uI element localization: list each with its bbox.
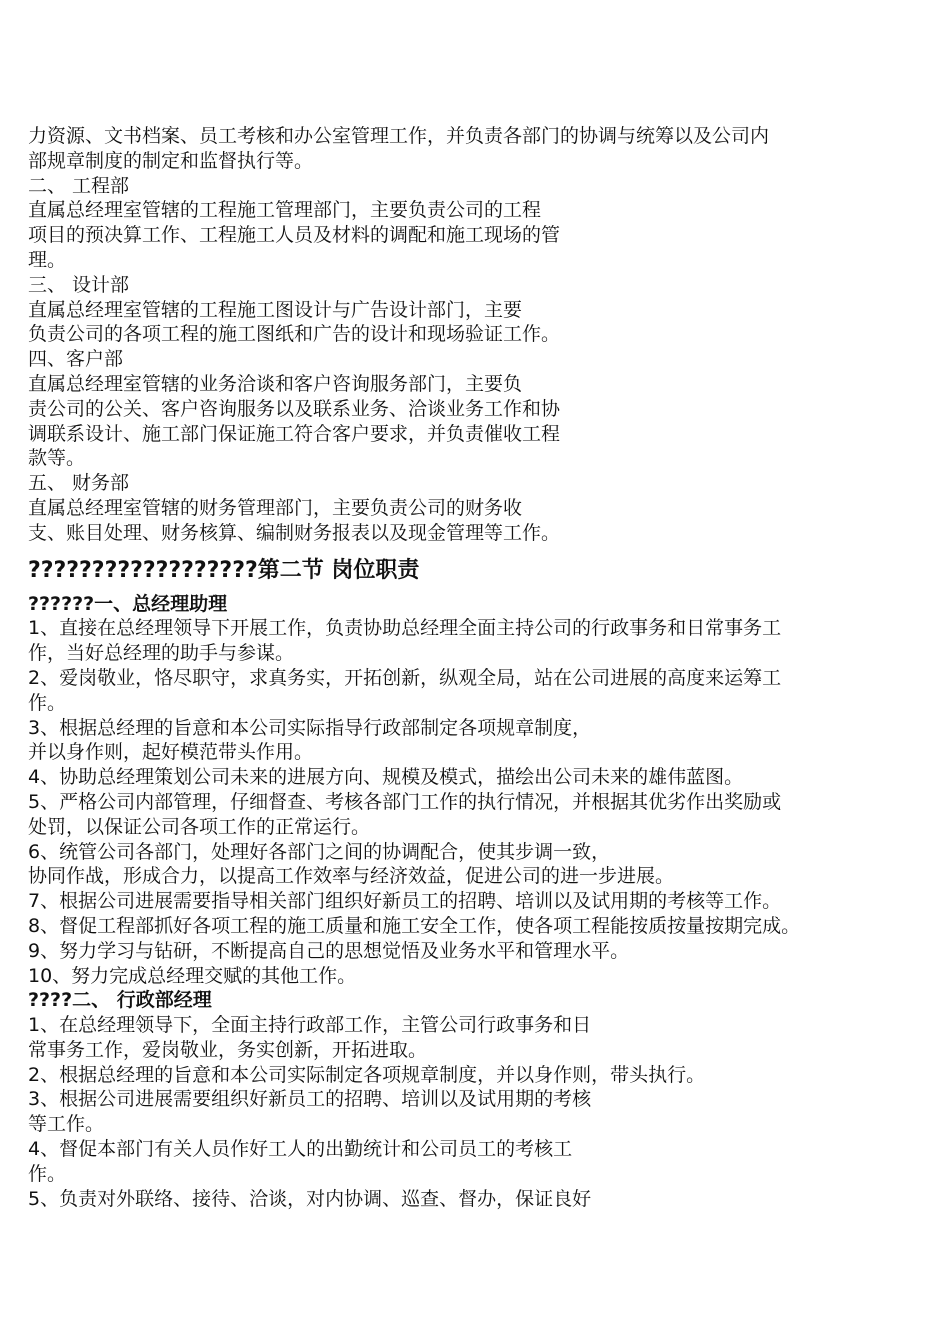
text-line: 力资源、文书档案、员工考核和办公室管理工作，并负责各部门的协调与统筹以及公司内 (28, 125, 770, 147)
admin-manager-duties-block (28, 1013, 933, 1211)
text-line: 部规章制度的制定和监督执行等。 (28, 149, 314, 172)
text-line: 二、 工程部 (28, 174, 130, 197)
duty-line: 常事务工作，爱岗敬业，务实创新，开拓进取。 (28, 1038, 428, 1061)
duty-line: 2、爱岗敬业，恪尽职守，求真务实，开拓创新，纵观全局，站在公司进展的高度来运筹工 (28, 666, 782, 689)
duty-line: 8、督促工程部抓好各项工程的施工质量和施工安全工作，使各项工程能按质按量按期完成。 (28, 914, 801, 937)
duty-line: 6、统管公司各部门，处理好各部门之间的协调配合，使其步调一致， (28, 840, 611, 863)
duty-line: 协同作战，形成合力，以提高工作效率与经济效益，促进公司的进一步进展。 (28, 865, 675, 888)
text-line: 直属总经理室管辖的业务洽谈和客户咨询服务部门，主要负 (28, 372, 523, 395)
text-line: 调联系设计、施工部门保证施工符合客户要求，并负责催收工程 (28, 422, 561, 445)
text-line: 理。 (28, 248, 67, 271)
duty-line: 并以身作则，起好模范带头作用。 (28, 741, 314, 764)
duty-line: 9、努力学习与钻研，不断提高自己的思想觉悟及业务水平和管理水平。 (28, 939, 630, 962)
sub-heading-assistant-gm: ??????一、总经理助理 (28, 592, 228, 615)
text-line: 款等。 (28, 447, 86, 470)
section-heading: ??????????????????第二节 岗位职责 (28, 557, 420, 583)
text-line: 四、客户部 (28, 348, 124, 371)
text-line: 项目的预决算工作、工程施工人员及材料的调配和施工现场的管 (28, 224, 561, 247)
duty-line: 7、根据公司进展需要指导相关部门组织好新员工的招聘、培训以及试用期的考核等工作。 (28, 890, 782, 913)
duty-line: 作。 (28, 1162, 67, 1185)
duty-line: 等工作。 (28, 1113, 105, 1136)
text-line: 直属总经理室管辖的工程施工管理部门，主要负责公司的工程 (28, 199, 542, 222)
duty-line: 10、努力完成总经理交赋的其他工作。 (28, 964, 357, 987)
duty-line: 3、根据总经理的旨意和本公司实际指导行政部制定各项规章制度， (28, 716, 592, 739)
duty-line: 1、在总经理领导下，全面主持行政部工作，主管公司行政事务和日 (28, 1014, 592, 1037)
text-line: 支、账目处理、财务核算、编制财务报表以及现金管理等工作。 (28, 521, 561, 544)
duty-line: 4、协助总经理策划公司未来的进展方向、规模及模式，描绘出公司未来的雄伟蓝图。 (28, 766, 744, 789)
duty-line: 5、负责对外联络、接待、洽谈，对内协调、巡查、督办，保证良好 (28, 1187, 592, 1210)
document-page (28, 124, 933, 1211)
duty-line: 1、直接在总经理领导下开展工作，负责协助总经理全面主持公司的行政事务和日常事务工 (28, 617, 782, 640)
duty-line: 作。 (28, 691, 67, 714)
duty-line: 作，当好总经理的助手与参谋。 (28, 642, 295, 665)
duty-line: 2、根据总经理的旨意和本公司实际制定各项规章制度，并以身作则，带头执行。 (28, 1063, 706, 1086)
department-description-block (28, 124, 933, 546)
sub-heading-admin-manager: ????二、 行政部经理 (28, 989, 212, 1012)
text-line: 直属总经理室管辖的工程施工图设计与广告设计部门，主要 (28, 298, 523, 321)
text-line: 直属总经理室管辖的财务管理部门，主要负责公司的财务收 (28, 496, 523, 519)
duty-line: 4、督促本部门有关人员作好工人的出勤统计和公司员工的考核工 (28, 1138, 573, 1161)
duty-line: 5、严格公司内部管理，仔细督查、考核各部门工作的执行情况，并根据其优劣作出奖励或 (28, 790, 782, 813)
text-line: 三、 设计部 (28, 273, 130, 296)
duty-line: 3、根据公司进展需要组织好新员工的招聘、培训以及试用期的考核 (28, 1088, 592, 1111)
text-line: 五、 财务部 (28, 472, 130, 495)
text-line: 责公司的公关、客户咨询服务以及联系业务、洽谈业务工作和协 (28, 397, 561, 420)
assistant-gm-duties-block (28, 616, 933, 988)
text-line: 负责公司的各项工程的施工图纸和广告的设计和现场验证工作。 (28, 323, 561, 346)
duty-line: 处罚，以保证公司各项工作的正常运行。 (28, 815, 371, 838)
